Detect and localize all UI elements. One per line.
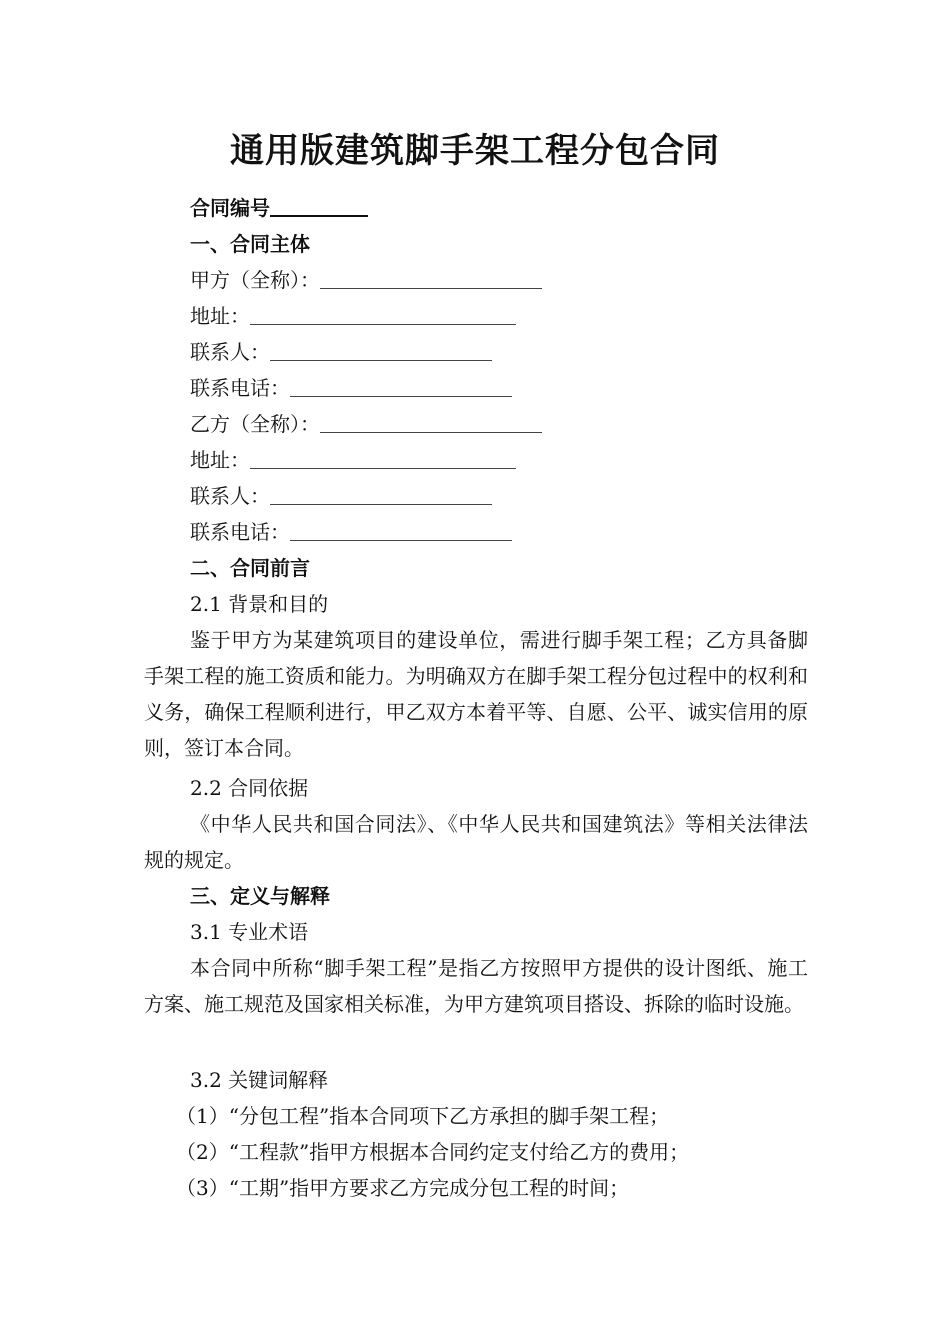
section-3-1-paragraph: 本合同中所称“脚手架工程”是指乙方按照甲方提供的设计图纸、施工方案、施工规范及国家相关标准，为甲方建筑项目搭设、拆除的临时设施。	[144, 956, 808, 1016]
party-b-phone-label: 联系电话：	[190, 520, 290, 544]
section-3-1-heading: 3.1 专业术语	[190, 920, 309, 944]
party-a-phone-label: 联系电话：	[190, 376, 290, 400]
party-b-name-blank	[320, 408, 542, 433]
party-a-phone-blank	[290, 372, 512, 397]
contract-number-blank	[270, 191, 368, 217]
definition-item-3: （3）“工期”指甲方要求乙方完成分包工程的时间；	[176, 1176, 630, 1200]
party-a-name-line	[190, 262, 542, 298]
section-2-2-heading: 2.2 合同依据	[190, 776, 309, 800]
party-b-address-label: 地址：	[190, 448, 250, 472]
party-a-contact-line	[190, 334, 492, 370]
party-a-phone-line	[190, 370, 512, 406]
section-3-heading: 三、定义与解释	[190, 884, 330, 908]
party-b-phone-line	[190, 514, 512, 550]
party-a-address-label: 地址：	[190, 304, 250, 328]
party-b-name-line	[190, 406, 542, 442]
section-2-2-paragraph: 《中华人民共和国合同法》、《中华人民共和国建筑法》等相关法律法规的规定。	[144, 812, 808, 872]
section-3-2-heading: 3.2 关键词解释	[190, 1068, 329, 1092]
party-b-address-line	[190, 442, 516, 478]
section-2-1-heading: 2.1 背景和目的	[190, 592, 329, 616]
section-2-1-paragraph: 鉴于甲方为某建筑项目的建设单位，需进行脚手架工程；乙方具备脚手架工程的施工资质和能力。为明确双方在脚手架工程分包过程中的权利和义务，确保工程顺利进行，甲乙双方本着平等、自愿、公平、诚实信用的原则，签订本合同。	[144, 628, 808, 760]
party-a-contact-blank	[270, 336, 492, 361]
party-b-phone-blank	[290, 516, 512, 541]
party-b-address-blank	[250, 444, 516, 469]
party-b-contact-line	[190, 478, 492, 514]
party-a-name-label: 甲方（全称）：	[190, 268, 320, 292]
contract-number-line	[190, 190, 368, 226]
definition-item-1: （1）“分包工程”指本合同项下乙方承担的脚手架工程；	[176, 1104, 670, 1128]
party-a-contact-label: 联系人：	[190, 340, 270, 364]
definition-item-2: （2）“工程款”指甲方根据本合同约定支付给乙方的费用；	[176, 1140, 690, 1164]
party-a-name-blank	[320, 264, 542, 289]
party-b-contact-blank	[270, 480, 492, 505]
contract-number-label: 合同编号	[190, 196, 270, 220]
document-title: 通用版建筑脚手架工程分包合同	[230, 131, 720, 171]
party-a-address-line	[190, 298, 516, 334]
party-b-name-label: 乙方（全称）：	[190, 412, 320, 436]
party-b-contact-label: 联系人：	[190, 484, 270, 508]
party-a-address-blank	[250, 300, 516, 325]
section-1-heading: 一、合同主体	[190, 232, 310, 256]
section-2-heading: 二、合同前言	[190, 556, 310, 580]
